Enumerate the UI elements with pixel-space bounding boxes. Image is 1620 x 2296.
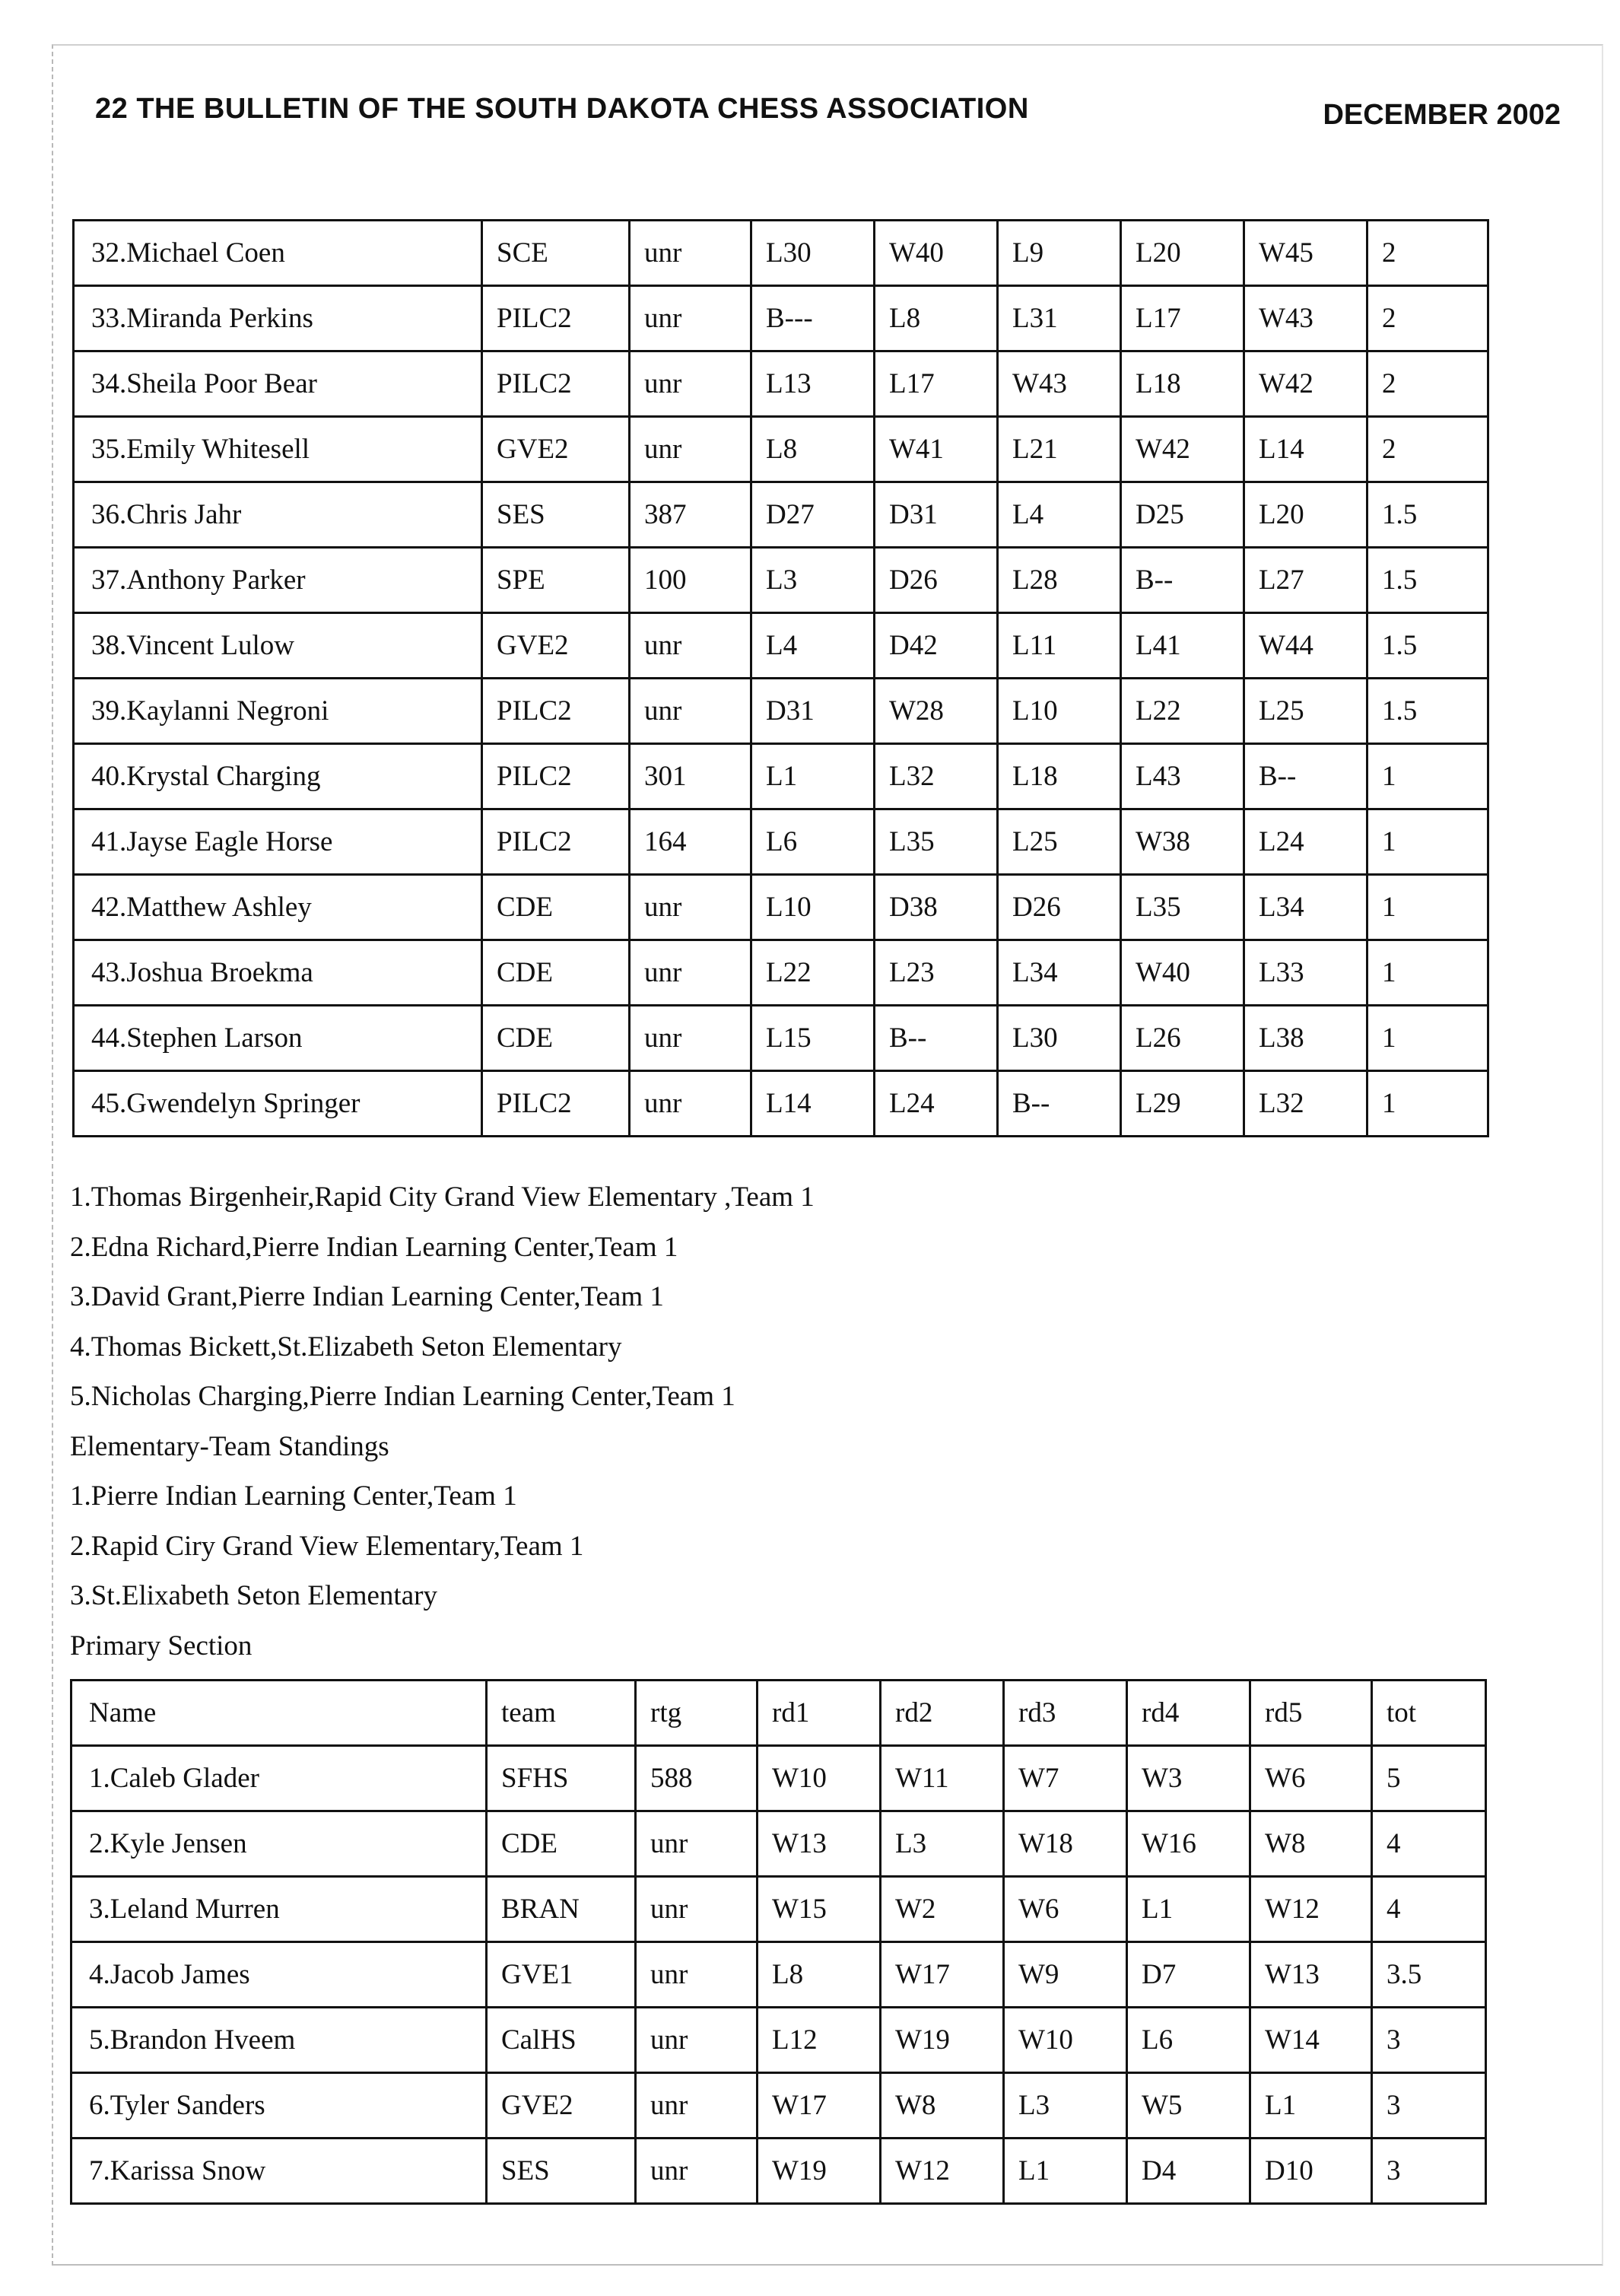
team-cell: GVE2 xyxy=(487,2073,636,2139)
round-4-cell: L17 xyxy=(1121,286,1244,351)
round-1-cell: L30 xyxy=(751,221,875,286)
round-1-cell: L8 xyxy=(751,417,875,482)
round-1-cell: W19 xyxy=(758,2139,881,2204)
round-2-cell: L8 xyxy=(875,286,998,351)
team-cell: SCE xyxy=(482,221,630,286)
round-5-cell: L27 xyxy=(1244,548,1367,613)
header-row xyxy=(71,1681,1486,1746)
total-cell: 1 xyxy=(1367,1006,1488,1071)
standings-text xyxy=(70,1172,815,1671)
table-row xyxy=(74,1071,1488,1137)
total-cell: 4 xyxy=(1372,1811,1486,1877)
round-5-cell: W44 xyxy=(1244,613,1367,679)
total-cell: 3 xyxy=(1372,2139,1486,2204)
rating-cell: unr xyxy=(630,1071,751,1137)
rating-cell: unr xyxy=(630,351,751,417)
rating-cell: 100 xyxy=(630,548,751,613)
player-name-cell: 38.Vincent Lulow xyxy=(74,613,482,679)
round-4-cell: D25 xyxy=(1121,482,1244,548)
table-row xyxy=(74,482,1488,548)
rating-cell: 387 xyxy=(630,482,751,548)
round-3-cell: W18 xyxy=(1004,1811,1127,1877)
rating-cell: unr xyxy=(630,417,751,482)
player-name-cell: 4.Jacob James xyxy=(71,1942,487,2008)
round-2-cell: L3 xyxy=(881,1811,1004,1877)
round-2-cell: W19 xyxy=(881,2008,1004,2073)
round-3-cell: W10 xyxy=(1004,2008,1127,2073)
rating-cell: unr xyxy=(636,1942,758,2008)
team-cell: PILC2 xyxy=(482,744,630,809)
team-cell: CDE xyxy=(482,1006,630,1071)
player-name-cell: 43.Joshua Broekma xyxy=(74,940,482,1006)
round-3-cell: W43 xyxy=(998,351,1121,417)
team-cell: CDE xyxy=(482,940,630,1006)
round-1-cell: W17 xyxy=(758,2073,881,2139)
round-4-cell: W16 xyxy=(1127,1811,1250,1877)
total-cell: 1.5 xyxy=(1367,548,1488,613)
round-2-cell: W2 xyxy=(881,1877,1004,1942)
total-cell: 1.5 xyxy=(1367,613,1488,679)
round-5-cell: L38 xyxy=(1244,1006,1367,1071)
round-4-cell: W40 xyxy=(1121,940,1244,1006)
round-2-cell: L24 xyxy=(875,1071,998,1137)
round-1-cell: D31 xyxy=(751,679,875,744)
total-cell: 3 xyxy=(1372,2073,1486,2139)
round-3-cell: L30 xyxy=(998,1006,1121,1071)
round-2-cell: W11 xyxy=(881,1746,1004,1811)
round-5-cell: W45 xyxy=(1244,221,1367,286)
table-row xyxy=(71,1746,1486,1811)
player-name-cell: 44.Stephen Larson xyxy=(74,1006,482,1071)
total-cell: 4 xyxy=(1372,1877,1486,1942)
table-row xyxy=(74,221,1488,286)
round-3-cell: B-- xyxy=(998,1071,1121,1137)
round-4-cell: W42 xyxy=(1121,417,1244,482)
column-header-round-4: rd4 xyxy=(1127,1681,1250,1746)
round-3-cell: W7 xyxy=(1004,1746,1127,1811)
round-3-cell: L28 xyxy=(998,548,1121,613)
column-header-round-5: rd5 xyxy=(1250,1681,1372,1746)
rating-cell: unr xyxy=(630,221,751,286)
round-4-cell: W3 xyxy=(1127,1746,1250,1811)
round-4-cell: B-- xyxy=(1121,548,1244,613)
round-4-cell: L43 xyxy=(1121,744,1244,809)
round-4-cell: W5 xyxy=(1127,2073,1250,2139)
round-2-cell: L32 xyxy=(875,744,998,809)
round-4-cell: L20 xyxy=(1121,221,1244,286)
round-2-cell: W8 xyxy=(881,2073,1004,2139)
table-row xyxy=(74,1006,1488,1071)
table-row xyxy=(74,417,1488,482)
rating-cell: unr xyxy=(630,613,751,679)
player-name-cell: 6.Tyler Sanders xyxy=(71,2073,487,2139)
table-row xyxy=(74,548,1488,613)
round-4-cell: L22 xyxy=(1121,679,1244,744)
round-5-cell: L1 xyxy=(1250,2073,1372,2139)
round-5-cell: D10 xyxy=(1250,2139,1372,2204)
rating-cell: unr xyxy=(636,2008,758,2073)
table-row xyxy=(74,286,1488,351)
rating-cell: 164 xyxy=(630,809,751,875)
rating-cell: unr xyxy=(636,1877,758,1942)
column-header-round-1: rd1 xyxy=(758,1681,881,1746)
round-5-cell: W13 xyxy=(1250,1942,1372,2008)
round-2-cell: W41 xyxy=(875,417,998,482)
player-name-cell: 5.Brandon Hveem xyxy=(71,2008,487,2073)
total-cell: 5 xyxy=(1372,1746,1486,1811)
round-5-cell: L14 xyxy=(1244,417,1367,482)
round-1-cell: L6 xyxy=(751,809,875,875)
player-name-cell: 42.Matthew Ashley xyxy=(74,875,482,940)
primary-section-table xyxy=(70,1679,1487,2205)
round-1-cell: L12 xyxy=(758,2008,881,2073)
text-line: 2.Rapid Ciry Grand View Elementary,Team 1 xyxy=(70,1530,584,1562)
round-1-cell: L4 xyxy=(751,613,875,679)
team-cell: CDE xyxy=(487,1811,636,1877)
round-3-cell: L31 xyxy=(998,286,1121,351)
round-4-cell: W38 xyxy=(1121,809,1244,875)
round-5-cell: W14 xyxy=(1250,2008,1372,2073)
column-header-round-2: rd2 xyxy=(881,1681,1004,1746)
round-3-cell: L10 xyxy=(998,679,1121,744)
table-row xyxy=(71,1942,1486,2008)
player-name-cell: 41.Jayse Eagle Horse xyxy=(74,809,482,875)
team-cell: PILC2 xyxy=(482,1071,630,1137)
player-name-cell: 35.Emily Whitesell xyxy=(74,417,482,482)
round-1-cell: L14 xyxy=(751,1071,875,1137)
round-2-cell: L17 xyxy=(875,351,998,417)
team-cell: GVE2 xyxy=(482,613,630,679)
player-name-cell: 2.Kyle Jensen xyxy=(71,1811,487,1877)
team-cell: SPE xyxy=(482,548,630,613)
round-5-cell: W43 xyxy=(1244,286,1367,351)
round-2-cell: D38 xyxy=(875,875,998,940)
total-cell: 1 xyxy=(1367,875,1488,940)
rating-cell: unr xyxy=(636,2139,758,2204)
team-cell: GVE2 xyxy=(482,417,630,482)
round-2-cell: L35 xyxy=(875,809,998,875)
table-row xyxy=(71,2008,1486,2073)
rating-cell: unr xyxy=(630,875,751,940)
text-line: 1.Thomas Birgenheir,Rapid City Grand View Elementary ,Team 1 xyxy=(70,1181,815,1213)
rating-cell: 588 xyxy=(636,1746,758,1811)
column-header-round-3: rd3 xyxy=(1004,1681,1127,1746)
text-line: 4.Thomas Bickett,St.Elizabeth Seton Elementary xyxy=(70,1331,622,1363)
column-header-total: tot xyxy=(1372,1681,1486,1746)
player-name-cell: 32.Michael Coen xyxy=(74,221,482,286)
player-name-cell: 40.Krystal Charging xyxy=(74,744,482,809)
player-name-cell: 37.Anthony Parker xyxy=(74,548,482,613)
player-name-cell: 39.Kaylanni Negroni xyxy=(74,679,482,744)
player-name-cell: 36.Chris Jahr xyxy=(74,482,482,548)
table-row xyxy=(71,2073,1486,2139)
round-5-cell: W6 xyxy=(1250,1746,1372,1811)
round-3-cell: L21 xyxy=(998,417,1121,482)
round-1-cell: L22 xyxy=(751,940,875,1006)
round-3-cell: L11 xyxy=(998,613,1121,679)
player-name-cell: 7.Karissa Snow xyxy=(71,2139,487,2204)
player-name-cell: 45.Gwendelyn Springer xyxy=(74,1071,482,1137)
text-line: 1.Pierre Indian Learning Center,Team 1 xyxy=(70,1480,517,1512)
round-4-cell: L26 xyxy=(1121,1006,1244,1071)
player-name-cell: 1.Caleb Glader xyxy=(71,1746,487,1811)
total-cell: 3 xyxy=(1372,2008,1486,2073)
round-1-cell: B--- xyxy=(751,286,875,351)
table-row xyxy=(74,351,1488,417)
rating-cell: 301 xyxy=(630,744,751,809)
total-cell: 1 xyxy=(1367,809,1488,875)
team-cell: PILC2 xyxy=(482,809,630,875)
table-row xyxy=(74,940,1488,1006)
round-3-cell: L9 xyxy=(998,221,1121,286)
total-cell: 1.5 xyxy=(1367,679,1488,744)
bulletin-title: 22 THE BULLETIN OF THE SOUTH DAKOTA CHESS ASSOCIATION xyxy=(95,93,1029,125)
round-3-cell: L3 xyxy=(1004,2073,1127,2139)
team-cell: CDE xyxy=(482,875,630,940)
round-5-cell: L34 xyxy=(1244,875,1367,940)
text-line: 5.Nicholas Charging,Pierre Indian Learning Center,Team 1 xyxy=(70,1381,735,1412)
round-1-cell: W15 xyxy=(758,1877,881,1942)
total-cell: 2 xyxy=(1367,417,1488,482)
round-2-cell: D31 xyxy=(875,482,998,548)
elementary-results-table xyxy=(72,219,1489,1137)
total-cell: 1.5 xyxy=(1367,482,1488,548)
round-5-cell: W8 xyxy=(1250,1811,1372,1877)
team-cell: PILC2 xyxy=(482,286,630,351)
round-1-cell: D27 xyxy=(751,482,875,548)
column-header-team: team xyxy=(487,1681,636,1746)
player-name-cell: 33.Miranda Perkins xyxy=(74,286,482,351)
column-header-rating: rtg xyxy=(636,1681,758,1746)
round-2-cell: D26 xyxy=(875,548,998,613)
team-cell: PILC2 xyxy=(482,679,630,744)
round-4-cell: L6 xyxy=(1127,2008,1250,2073)
total-cell: 1 xyxy=(1367,1071,1488,1137)
rating-cell: unr xyxy=(630,679,751,744)
player-name-cell: 3.Leland Murren xyxy=(71,1877,487,1942)
round-3-cell: L4 xyxy=(998,482,1121,548)
round-1-cell: L10 xyxy=(751,875,875,940)
round-3-cell: W6 xyxy=(1004,1877,1127,1942)
round-1-cell: L1 xyxy=(751,744,875,809)
round-5-cell: L33 xyxy=(1244,940,1367,1006)
text-line: Primary Section xyxy=(70,1630,253,1662)
total-cell: 2 xyxy=(1367,351,1488,417)
round-4-cell: L29 xyxy=(1121,1071,1244,1137)
rating-cell: unr xyxy=(630,1006,751,1071)
round-2-cell: W40 xyxy=(875,221,998,286)
round-5-cell: W12 xyxy=(1250,1877,1372,1942)
round-1-cell: W13 xyxy=(758,1811,881,1877)
round-1-cell: W10 xyxy=(758,1746,881,1811)
table-row xyxy=(71,2139,1486,2204)
round-2-cell: B-- xyxy=(875,1006,998,1071)
round-1-cell: L15 xyxy=(751,1006,875,1071)
table-row xyxy=(71,1811,1486,1877)
round-3-cell: D26 xyxy=(998,875,1121,940)
text-line: Elementary-Team Standings xyxy=(70,1430,389,1462)
round-2-cell: W12 xyxy=(881,2139,1004,2204)
round-5-cell: W42 xyxy=(1244,351,1367,417)
round-2-cell: D42 xyxy=(875,613,998,679)
team-cell: PILC2 xyxy=(482,351,630,417)
total-cell: 2 xyxy=(1367,286,1488,351)
team-cell: SES xyxy=(487,2139,636,2204)
round-1-cell: L3 xyxy=(751,548,875,613)
round-4-cell: L18 xyxy=(1121,351,1244,417)
column-header-player-name: Name xyxy=(71,1681,487,1746)
issue-date: DECEMBER 2002 xyxy=(1323,99,1561,131)
team-cell: SES xyxy=(482,482,630,548)
round-5-cell: L24 xyxy=(1244,809,1367,875)
round-5-cell: B-- xyxy=(1244,744,1367,809)
rating-cell: unr xyxy=(636,2073,758,2139)
table-row xyxy=(74,679,1488,744)
total-cell: 3.5 xyxy=(1372,1942,1486,2008)
round-2-cell: W28 xyxy=(875,679,998,744)
rating-cell: unr xyxy=(630,286,751,351)
round-5-cell: L20 xyxy=(1244,482,1367,548)
text-line: 2.Edna Richard,Pierre Indian Learning Center,Team 1 xyxy=(70,1231,678,1263)
round-4-cell: D7 xyxy=(1127,1942,1250,2008)
text-line: 3.David Grant,Pierre Indian Learning Center,Team 1 xyxy=(70,1281,664,1312)
round-1-cell: L8 xyxy=(758,1942,881,2008)
team-cell: CalHS xyxy=(487,2008,636,2073)
round-4-cell: L41 xyxy=(1121,613,1244,679)
total-cell: 1 xyxy=(1367,940,1488,1006)
round-3-cell: L25 xyxy=(998,809,1121,875)
table-row xyxy=(74,809,1488,875)
round-3-cell: L18 xyxy=(998,744,1121,809)
team-cell: BRAN xyxy=(487,1877,636,1942)
team-cell: GVE1 xyxy=(487,1942,636,2008)
round-2-cell: W17 xyxy=(881,1942,1004,2008)
round-4-cell: L1 xyxy=(1127,1877,1250,1942)
rating-cell: unr xyxy=(630,940,751,1006)
table-row xyxy=(74,613,1488,679)
text-line: 3.St.Elixabeth Seton Elementary xyxy=(70,1580,437,1611)
table-row xyxy=(74,744,1488,809)
team-cell: SFHS xyxy=(487,1746,636,1811)
round-4-cell: D4 xyxy=(1127,2139,1250,2204)
round-5-cell: L25 xyxy=(1244,679,1367,744)
round-2-cell: L23 xyxy=(875,940,998,1006)
round-1-cell: L13 xyxy=(751,351,875,417)
round-3-cell: L1 xyxy=(1004,2139,1127,2204)
round-3-cell: L34 xyxy=(998,940,1121,1006)
round-5-cell: L32 xyxy=(1244,1071,1367,1137)
total-cell: 2 xyxy=(1367,221,1488,286)
table-row xyxy=(71,1877,1486,1942)
table-row xyxy=(74,875,1488,940)
rating-cell: unr xyxy=(636,1811,758,1877)
player-name-cell: 34.Sheila Poor Bear xyxy=(74,351,482,417)
round-3-cell: W9 xyxy=(1004,1942,1127,2008)
round-4-cell: L35 xyxy=(1121,875,1244,940)
total-cell: 1 xyxy=(1367,744,1488,809)
